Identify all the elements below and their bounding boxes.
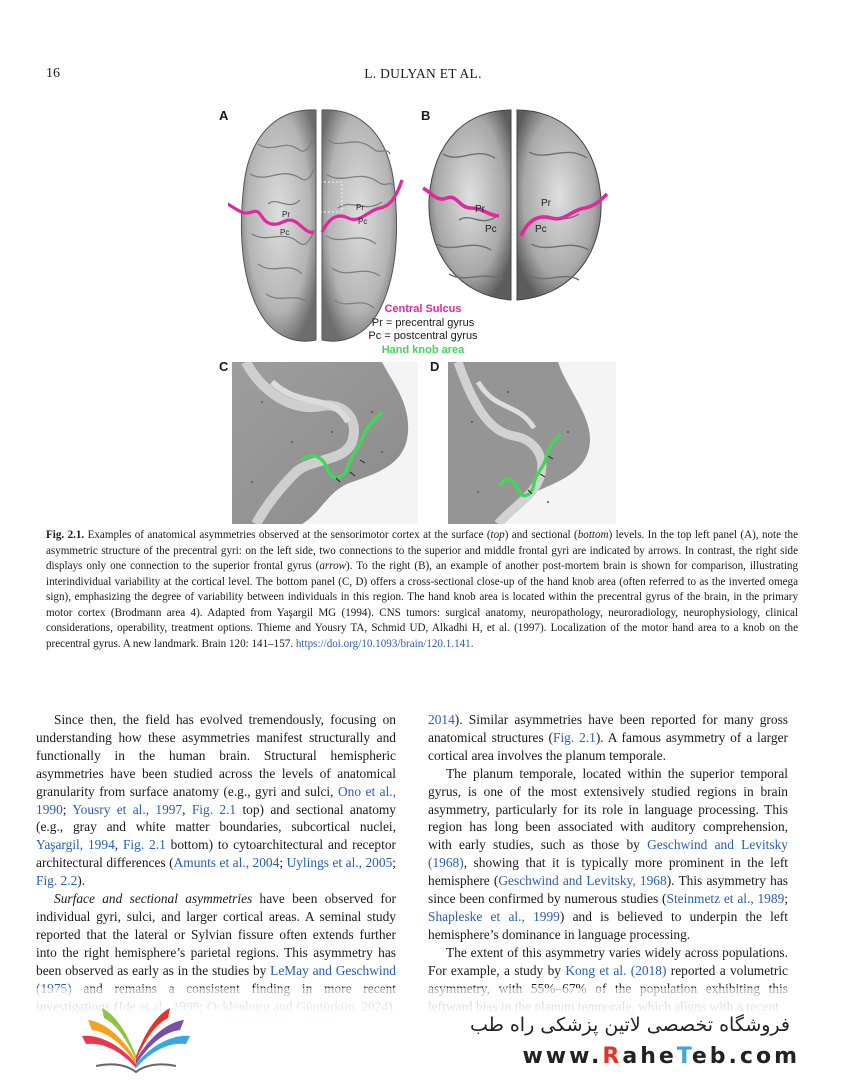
pc-label-a-right: Pc	[358, 217, 368, 226]
paragraph: 2014). Similar asymmetries have been reported for many gross anatomical structures (Fig. 2.1). A famous asymmetry of a larger cortical area involves the planum temporale.	[428, 712, 788, 763]
panel-c-section-image	[232, 362, 418, 524]
panel-label-d: D	[430, 359, 440, 374]
citation-link[interactable]: Geschwind and Levitsky, 1968	[498, 873, 667, 889]
figure-legend	[318, 303, 528, 357]
citation-link[interactable]: Uylings et al., 2005	[286, 855, 393, 871]
pr-label-a-right: Pr	[356, 203, 364, 212]
panel-label-c: C	[219, 359, 229, 374]
paragraph: The extent of this asymmetry varies widely across populations. For example, a study by Kong et al. (2018) reported a volumetric	[428, 944, 788, 978]
legend-pr: Pr = precentral gyrus	[371, 316, 475, 329]
citation-link[interactable]: Shapleske et al., 1999	[428, 908, 560, 924]
figure-link[interactable]: Fig. 2.1	[191, 801, 237, 817]
figure-caption	[46, 528, 798, 652]
citation-link[interactable]: LeMay and Geschwind	[270, 962, 396, 978]
legend-central-sulcus: Central Sulcus	[384, 303, 462, 315]
pr-label-a-left: Pr	[282, 210, 290, 219]
legend-pc: Pc = postcentral gyrus	[368, 330, 478, 342]
paragraph: The planum temporale, located within the superior temporal gyrus, is one of the most extensively studied regions in brain asymmetry, particularly for its role in language processing. This region has long been associated with auditory comprehension, with early studies, such as those by Geschwind and Levitsky (1968), showing that it is typically more prominent in the left hemisphere (Geschwind and Levitsky, 1968). This asymmetry has since been confirmed by numerous studies (Steinmetz et al., 1989; Shapleske et al., 1999) and is believed to underpin the left hemisphere’s dominance in language processing.	[428, 765, 789, 942]
pr-label-b-left: Pr	[475, 204, 485, 215]
citation-link[interactable]: Steinmetz et al., 1989	[666, 891, 785, 907]
citation-link[interactable]: Ono et al., 1990	[36, 783, 396, 817]
caption-text: ). To the right (B), an example of another post-mortem brain is shown for comparison, illustrating interindividual variability at the cortical level. The bottom panel (C, D) offers a cross-sectional close-up of the hand knob area (often referred to as the inverted omega sign), emphasizing the degree of variability between individuals in this region. The hand knob area is located within the precentral gyrus of the brain, in the primary motor cortex (Brodmann area 4). Adapted from Yaşargil MG (1994). CNS tumors: surgical anatomy, neuropathology, neuroradiology, neurophysiology, clinical considerations, operability, treatment options. Thieme and Yousry TA, Schmid UD, Alkadhi H, et al. (1997). Localization of the motor hand area to a knob on the precentral gyrus. A new landmark. Brain 120: 141–157.	[46, 560, 798, 650]
website-url: www.RaheTeb.com	[522, 1044, 800, 1069]
figure-link[interactable]: Fig. 2.1	[553, 729, 596, 745]
panel-d-section-image	[448, 362, 616, 524]
pc-label-a-left: Pc	[280, 228, 290, 237]
citation-link[interactable]: Kong et al. (2018)	[565, 962, 667, 978]
caption-label: Fig. 2.1.	[46, 529, 85, 541]
caption-italic: bottom	[577, 529, 609, 541]
doi-link[interactable]: https://doi.org/10.1093/brain/120.1.141	[295, 637, 471, 650]
figure-link[interactable]: Fig. 2.2	[36, 873, 78, 889]
panel-b-brain-image	[419, 104, 609, 304]
pc-label-b-left: Pc	[485, 224, 497, 235]
caption-text: .	[470, 637, 474, 650]
citation-link[interactable]: Geschwind and Levitsky (1968)	[428, 837, 788, 871]
running-title: L. DULYAN ET AL.	[364, 66, 482, 81]
citation-link[interactable]: Yaşargil, 1994	[36, 837, 115, 853]
caption-text: ) and sectional (	[504, 529, 578, 541]
caption-italic: arrow	[319, 560, 347, 572]
body-column-left	[36, 711, 396, 1033]
pc-label-b-right: Pc	[535, 224, 547, 235]
legend-hand-knob: Hand knob area	[381, 343, 465, 356]
paragraph: Since then, the field has evolved tremendously, focusing on understanding how these asymmetries manifest structurally and functionally in the human brain. Structural hemispheric asymmetries have been studied across the levels of anatomical granularity from surface anatomy (e.g., gyri and sulci, Ono et al., 1990; Yousry et al., 1997, Fig. 2.1 top) and sectional anatomy (e.g., gray and white matter boundaries, subcortical nuclei, Yaşargil, 1994, Fig. 2.1 bottom) to cytoarchitectural and receptor architectural differences (Amunts et al., 2004; Uylings et al., 2005; Fig. 2.2).	[36, 712, 397, 889]
figure-2-1	[0, 0, 846, 530]
citation-link[interactable]: Yousry et al., 1997	[72, 801, 183, 817]
citation-link[interactable]: 2014	[428, 712, 455, 727]
panel-label-b: B	[421, 108, 431, 123]
caption-italic: top	[490, 529, 505, 541]
paragraph: Surface and sectional asymmetries have been observed for individual gyri, sulci, and larger cortical areas. A seminal study reported that the lateral or Sylvian fissure often extends further into the right hemisphere’s parietal regions. This asymmetry has been observed as early as in the studies by LeMay and Geschwind	[36, 890, 396, 1033]
store-name: فروشگاه تخصصی لاتین پزشکی راه طب	[470, 1014, 790, 1036]
caption-text: ) levels. In the top left panel (A), note the asymmetric structure of the precentral gyri: on the left side, two connections to the superior and middle frontal gyri are indicated by arrows. In contrast, the right side displays only one connection to the superior frontal gyrus (	[46, 529, 799, 572]
figure-link[interactable]: Fig. 2.1	[122, 837, 166, 853]
page-number: 16	[46, 66, 60, 81]
book-logo-icon	[76, 1004, 196, 1076]
citation-link[interactable]: Amunts et al., 2004	[173, 855, 280, 871]
panel-label-a: A	[219, 108, 229, 123]
caption-text: Examples of anatomical asymmetries observed at the sensorimotor cortex at the surface (	[84, 529, 491, 541]
pr-label-b-right: Pr	[541, 198, 551, 209]
body-column-right	[428, 711, 788, 1015]
